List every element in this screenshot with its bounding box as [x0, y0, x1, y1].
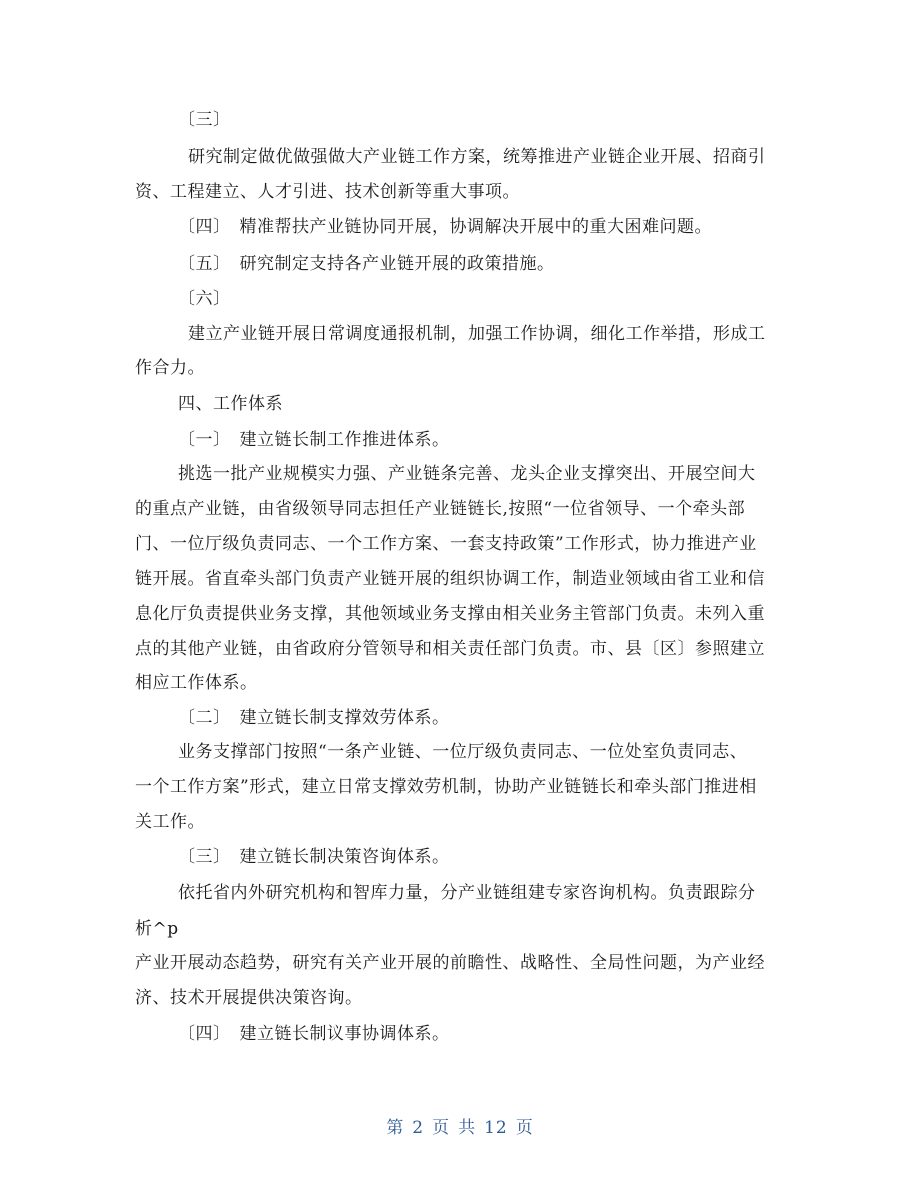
- section-heading: 四、工作体系: [178, 394, 283, 414]
- footer-total-pages: 12: [484, 1118, 508, 1138]
- text-line: 关工作。: [135, 812, 205, 832]
- text-line: 作合力。: [135, 358, 205, 378]
- footer-di: 第: [386, 1118, 405, 1138]
- text-line: 点的其他产业链，由省政府分管领导和相关责任部门负责。市、县〔区〕参照建立: [135, 639, 765, 659]
- text-line: 业务支撑部门按照“一条产业链、一位厅级负责同志、一位处室负责同志、: [178, 742, 748, 762]
- text-line: 链开展。省直牵头部门负责产业链开展的组织协调工作，制造业领域由省工业和信: [135, 569, 765, 589]
- text-line: 的重点产业链，由省级领导同志担任产业链链长,按照“一位省领导、一个牵头部: [135, 499, 746, 519]
- footer-gong: 共: [458, 1118, 477, 1138]
- text-line: 济、技术开展提供决策咨询。: [135, 988, 363, 1008]
- footer-ye: 页: [515, 1118, 534, 1138]
- text-line: 依托省内外研究机构和智库力量，分产业链组建专家咨询机构。负责跟踪分: [178, 883, 756, 903]
- text-line: 〔六〕: [178, 289, 231, 309]
- footer-ye: 页: [432, 1118, 451, 1138]
- text-line: 〔二〕 建立链长制支撑效劳体系。: [178, 708, 450, 728]
- text-line: 挑选一批产业规模实力强、产业链条完善、龙头企业支撑突出、开展空间大: [178, 464, 756, 484]
- text-line: 一个工作方案”形式，建立日常支撑效劳机制，协助产业链链长和牵头部门推进相: [135, 777, 757, 797]
- text-line: 研究制定做优做强做大产业链工作方案，统筹推进产业链企业开展、招商引: [188, 147, 766, 167]
- text-line: 门、一位厅级负责同志、一个工作方案、一套支持政策”工作形式，协力推进产业: [135, 534, 757, 554]
- text-line: 〔三〕 建立链长制决策咨询体系。: [178, 847, 450, 867]
- footer-page-number: 2: [412, 1118, 425, 1138]
- text-line: 〔三〕: [178, 110, 231, 130]
- text-line: 相应工作体系。: [135, 673, 258, 693]
- page-footer: [0, 1113, 920, 1138]
- text-line: 析^p: [135, 919, 179, 939]
- text-line: 〔四〕 建立链长制议事协调体系。: [178, 1024, 450, 1044]
- text-line: 〔一〕 建立链长制工作推进体系。: [178, 430, 450, 450]
- text-line: 息化厅负责提供业务支撑，其他领域业务支撑由相关业务主管部门负责。未列入重: [135, 604, 765, 624]
- text-line: 〔四〕 精准帮扶产业链协同开展，协调解决开展中的重大困难问题。: [178, 217, 712, 237]
- text-line: 产业开展动态趋势，研究有关产业开展的前瞻性、战略性、全局性问题，为产业经: [135, 953, 765, 973]
- text-line: 〔五〕 研究制定支持各产业链开展的政策措施。: [178, 254, 555, 274]
- text-line: 资、工程建立、人才引进、技术创新等重大事项。: [135, 182, 520, 202]
- text-line: 建立产业链开展日常调度通报机制，加强工作协调，细化工作举措，形成工: [188, 324, 766, 344]
